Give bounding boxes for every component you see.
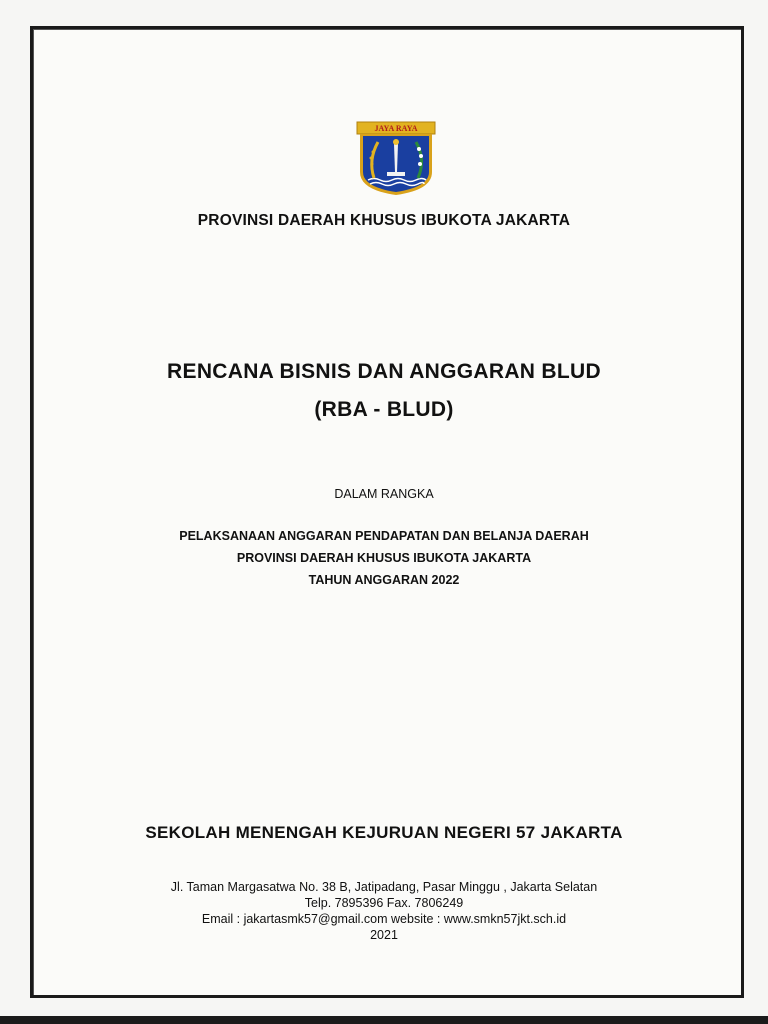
province-heading: PROVINSI DAERAH KHUSUS IBUKOTA JAKARTA bbox=[197, 212, 571, 229]
context-line-1: PELAKSANAAN ANGGARAN PENDAPATAN DAN BELANJA DAERAH bbox=[179, 529, 589, 543]
school-contact: Email : jakartasmk57@gmail.com website : www.smkn57jkt.sch.id bbox=[201, 912, 567, 926]
document-year: 2021 bbox=[370, 928, 398, 942]
scan-bottom-edge bbox=[0, 1016, 768, 1024]
school-address: Jl. Taman Margasatwa No. 38 B, Jatipadang, Pasar Minggu , Jakarta Selatan bbox=[170, 880, 598, 894]
context-line-3: TAHUN ANGGARAN 2022 bbox=[308, 573, 460, 587]
emblem-motto: JAYA RAYA bbox=[374, 124, 418, 133]
jakarta-emblem-icon bbox=[354, 120, 438, 196]
school-name: SEKOLAH MENENGAH KEJURUAN NEGERI 57 JAKARTA bbox=[145, 823, 623, 842]
context-line-2: PROVINSI DAERAH KHUSUS IBUKOTA JAKARTA bbox=[236, 551, 532, 565]
document-subtitle: (RBA - BLUD) bbox=[314, 398, 454, 421]
school-phone: Telp. 7895396 Fax. 7806249 bbox=[304, 896, 464, 910]
context-intro: DALAM RANGKA bbox=[334, 487, 434, 501]
document-title: RENCANA BISNIS DAN ANGGARAN BLUD bbox=[167, 360, 601, 383]
